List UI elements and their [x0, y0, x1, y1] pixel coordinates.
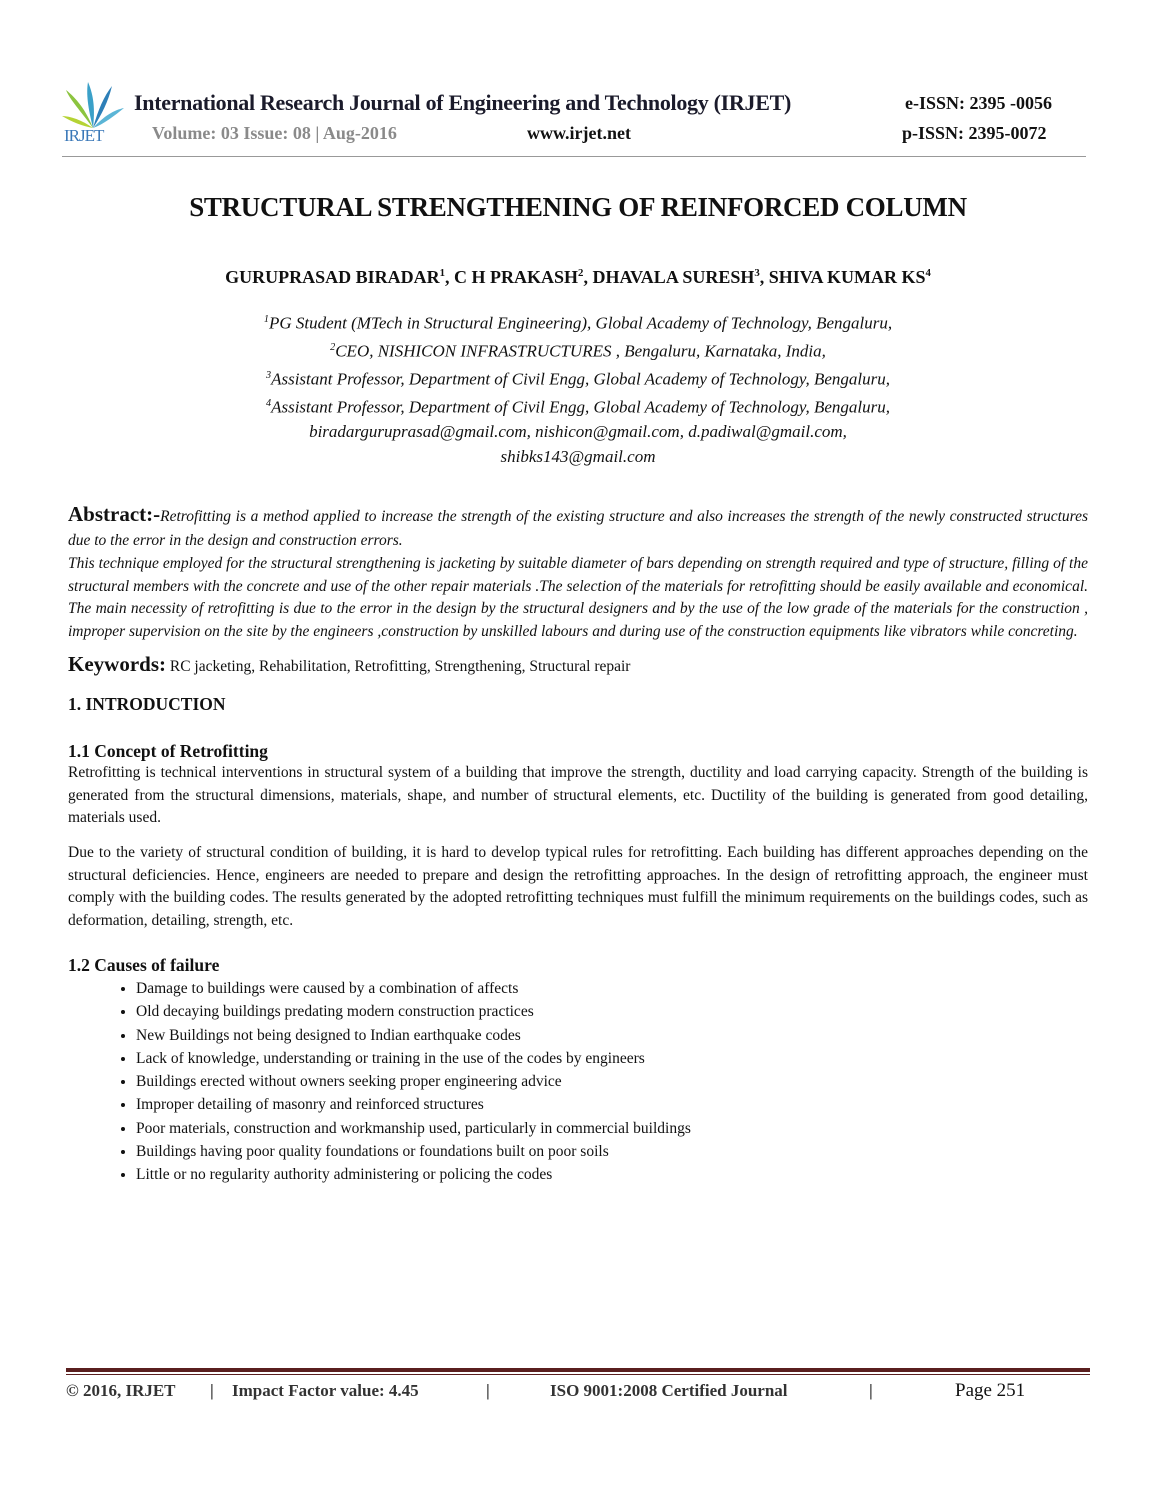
list-item: • New Buildings not being designed to Indian earthquake codes	[136, 1024, 1088, 1047]
author: GURUPRASAD BIRADAR$^1$,	[225, 267, 455, 287]
list-item: • Buildings erected without owners seeking proper engineering advice	[136, 1070, 1088, 1093]
paragraph: Retrofitting is technical interventions in structural system of a building that improve the strength, ductility and load carrying capacity. Strength of the building is generated from the structural dimensions, materials, shape, and number of structural elements, etc. Ductility of the building is generated from good detailing, materials used.	[68, 764, 1088, 827]
footer-separator: |	[486, 1381, 490, 1400]
footer-divider	[66, 1368, 1090, 1372]
authors	[0, 267, 1156, 288]
footer-impact-factor: Impact Factor value: 4.45	[232, 1381, 419, 1400]
abstract: Abstract:-Retrofitting is a method applied to increase the strength of the existing structure and also increases the strength of the newly constructed structures due to the error in the design and construction errors.	[68, 502, 1088, 549]
author: SHIVA KUMAR $KS^4$	[768, 267, 931, 287]
footer-separator: |	[869, 1381, 873, 1400]
paper-title: STRUCTURAL STRENGTHENING OF REINFORCED COLUMN	[189, 192, 967, 222]
list-item: • Damage to buildings were caused by a combination of affects	[136, 977, 1088, 1000]
list-item: • Little or no regularity authority administering or policing the codes	[136, 1163, 1088, 1186]
paragraph: Due to the variety of structural condition of building, it is hard to develop typical rules for retrofitting. Each building has different approaches depending on the structural deficiencies. Hence, engineers are needed to prepare and design the retrofitting approaches. In the design of retrofitting approach, the engineer must comply with the building codes. The results generated by the adopted retrofitting techniques must fulfill the minimum requirements on the buildings codes, such as deformation, detailing, strength, etc.	[68, 843, 1088, 929]
list-item: • Poor materials, construction and workmanship used, particularly in commercial buildings	[136, 1117, 1088, 1140]
abstract-paragraph: This technique employed for the structural strengthening is jacketing by suitable diameter of bars depending on strength required and type of structure, filling of the structural members with the concrete and use of the other repair materials .The selection of the materials for retrofitting should be easily available and economical. The main necessity of retrofitting is due to the error in the design by the structural designers and by the use of the low grade of the materials for the construction , improper supervision on the site by the engineers ,construction by unskilled labours and during use of the construction equipments like vibrators while concreting.	[68, 555, 1088, 640]
footer-iso: ISO 9001:2008 Certified Journal	[550, 1381, 788, 1400]
list-item: • Lack of knowledge, understanding or training in the use of the codes by engineers	[136, 1047, 1088, 1070]
subsection-heading: 1.1 Concept of Retrofitting	[68, 740, 268, 761]
footer-divider-thin	[66, 1374, 1090, 1375]
keywords-label: Keywords:	[68, 652, 166, 677]
emails: biradarguruprasad@gmail.com, nishicon@gmail.com, d.padiwal@gmail.com,	[309, 422, 847, 442]
emails: shibks143@gmail.com	[500, 446, 656, 466]
author: C H PRAKASH$^2$,	[454, 267, 593, 287]
section-heading: 1. INTRODUCTION	[68, 693, 226, 714]
causes-list	[68, 977, 1088, 1187]
header-divider	[62, 156, 1086, 157]
keywords: Keywords: RC jacketing, Rehabilitation, Retrofitting, Strengthening, Structural repair	[68, 652, 631, 677]
author: DHAVALA SURESH$^3$,	[592, 267, 769, 287]
affiliations	[0, 308, 1156, 469]
affiliation: $^3$Assistant Professor, Department of Civil Engg, Global Academy of Technology, Bengaluru,	[266, 369, 890, 389]
volume-issue: Volume: 03 Issue: 08 | Aug-2016	[152, 123, 397, 143]
pissn: p-ISSN: 2395-0072	[902, 123, 1047, 143]
footer-copyright: © 2016, IRJET	[66, 1381, 176, 1400]
logo-text: IRJET	[64, 126, 104, 145]
abstract-label: Abstract:-	[68, 502, 161, 526]
list-item: • Buildings having poor quality foundations or foundations built on poor soils	[136, 1140, 1088, 1163]
list-item: • Old decaying buildings predating modern construction practices	[136, 1000, 1088, 1023]
affiliation: $^2$CEO, NISHICON INFRASTRUCTURES , Bengaluru, Karnataka, India,	[330, 341, 826, 361]
journal-title: International Research Journal of Engineering and Technology (IRJET)	[134, 90, 791, 115]
affiliation: $^4$Assistant Professor, Department of Civil Engg, Global Academy of Technology, Bengaluru,	[266, 397, 890, 417]
paper-body	[68, 502, 1088, 1187]
footer-separator: |	[210, 1381, 214, 1400]
journal-website[interactable]: www.irjet.net	[527, 123, 631, 143]
irjet-logo	[60, 80, 126, 150]
affiliation: $^1$PG Student (MTech in Structural Engineering), Global Academy of Technology, Bengaluru,	[263, 313, 893, 333]
list-item: • Improper detailing of masonry and reinforced structures	[136, 1093, 1088, 1116]
page-number: Page 251	[955, 1380, 1026, 1401]
subsection-heading: 1.2 Causes of failure	[68, 955, 220, 976]
eissn: e-ISSN: 2395 -0056	[905, 93, 1052, 113]
